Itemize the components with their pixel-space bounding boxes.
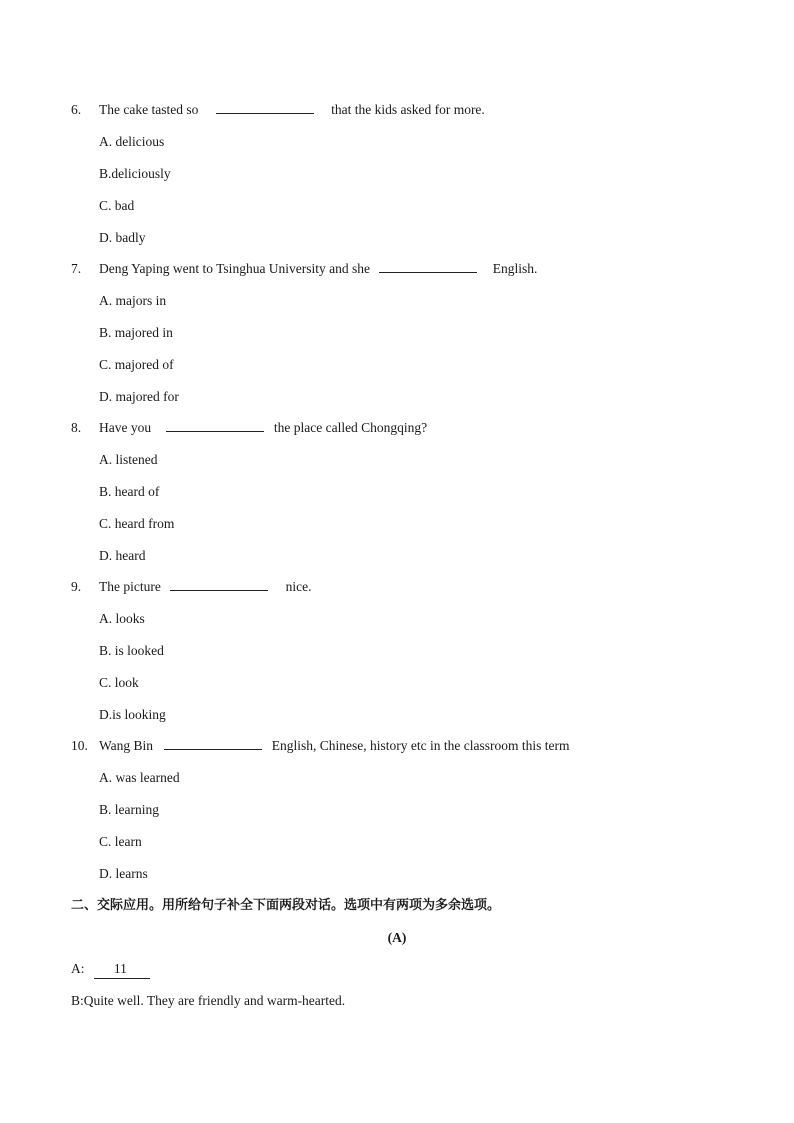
option-d: D.is looking <box>99 707 166 722</box>
answer-blank[interactable] <box>216 101 314 114</box>
question-stem-before: Have you <box>99 420 152 435</box>
option-a: A. looks <box>99 611 145 626</box>
question-stem-after: the place called Chongqing? <box>273 420 428 435</box>
question-number: 8. <box>71 420 82 435</box>
answer-blank[interactable] <box>164 737 262 750</box>
question-stem-after: English, Chinese, history etc in the classroom this term <box>271 738 570 753</box>
question-stem-before: The cake tasted so <box>99 102 199 117</box>
option-d: D. heard <box>99 548 146 563</box>
speaker-label: A: <box>71 961 85 976</box>
option-a: A. delicious <box>99 134 165 149</box>
question-number: 10. <box>71 738 88 753</box>
question-stem-before: Deng Yaping went to Tsinghua University and she <box>99 261 371 276</box>
option-b: B. learning <box>99 802 159 817</box>
dialogue-text: Quite well. They are friendly and warm-hearted. <box>83 993 346 1008</box>
question-stem-before: Wang Bin <box>99 738 154 753</box>
speaker-label: B: <box>71 993 84 1008</box>
question-stem-after: English. <box>492 261 538 276</box>
option-c: C. heard from <box>99 516 175 531</box>
option-b: B. heard of <box>99 484 160 499</box>
question-stem-after: nice. <box>285 579 312 594</box>
option-a: A. was learned <box>99 770 180 785</box>
section-heading: 二、交际应用。用所给句子补全下面两段对话。选项中有两项为多余选项。 <box>71 898 501 913</box>
option-c: C. bad <box>99 198 135 213</box>
option-c: C. learn <box>99 834 142 849</box>
answer-blank[interactable] <box>379 260 477 273</box>
option-d: D. majored for <box>99 389 179 404</box>
question-number: 7. <box>71 261 82 276</box>
option-c: C. majored of <box>99 357 174 372</box>
option-a: A. listened <box>99 452 158 467</box>
dialogue-line-b <box>71 992 345 1010</box>
question-number: 9. <box>71 579 82 594</box>
answer-blank[interactable] <box>166 419 264 432</box>
option-d: D. learns <box>99 866 148 881</box>
answer-blank-11[interactable]: 11 <box>94 960 150 979</box>
option-b: B. is looked <box>99 643 164 658</box>
option-b: B. majored in <box>99 325 173 340</box>
option-c: C. look <box>99 675 139 690</box>
dialogue-line-a <box>71 960 150 979</box>
question-stem-after: that the kids asked for more. <box>331 102 485 117</box>
option-b: B.deliciously <box>99 166 171 181</box>
answer-blank[interactable] <box>170 578 268 591</box>
option-d: D. badly <box>99 230 146 245</box>
question-stem-before: The picture <box>99 579 161 594</box>
dialogue-part-title: (A) <box>387 930 407 945</box>
option-a: A. majors in <box>99 293 167 308</box>
question-number: 6. <box>71 102 82 117</box>
